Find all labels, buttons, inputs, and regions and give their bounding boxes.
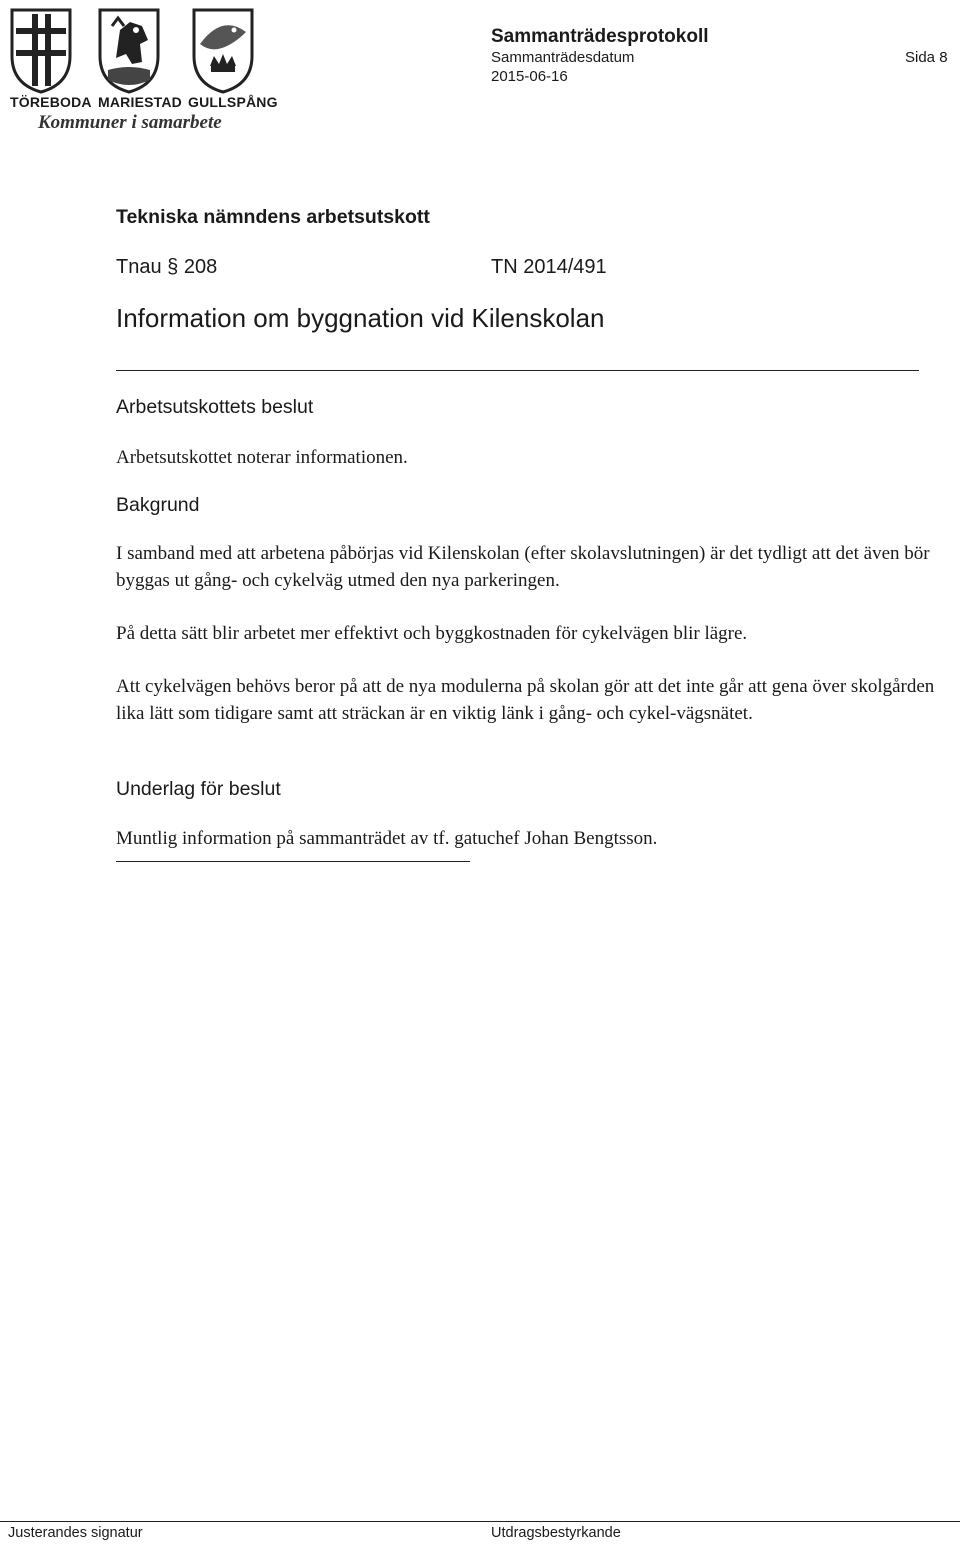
logo-tagline: Kommuner i samarbete: [38, 112, 222, 133]
meeting-date-label: Sammanträdesdatum: [491, 49, 635, 66]
coat-of-arms-icons: [8, 4, 264, 96]
municipality-name: GULLSPÅNG: [188, 94, 278, 110]
mariestad-coat-of-arms-icon: [100, 10, 158, 92]
page-number: Sida 8: [905, 49, 948, 66]
extract-certification-label: Utdragsbestyrkande: [491, 1525, 621, 1541]
decision-text: Arbetsutskottet noterar informationen.: [116, 447, 408, 468]
footer-divider: [0, 1521, 960, 1522]
committee-name: Tekniska nämndens arbetsutskott: [116, 206, 430, 228]
section-heading-basis: Underlag för beslut: [116, 778, 281, 800]
item-title: Information om byggnation vid Kilenskolan: [116, 303, 605, 333]
case-number: TN 2014/491: [491, 256, 607, 278]
toreboda-coat-of-arms-icon: [12, 10, 70, 92]
background-paragraph: I samband med att arbetena påbörjas vid Kilenskolan (efter skolavslutningen) är det tydligt att det även bör byggas ut gång- och cykelväg utmed den nya parkeringen.: [116, 543, 930, 591]
municipal-logos: [8, 4, 278, 134]
document-title: Sammanträdesprotokoll: [491, 26, 709, 47]
section-heading-background: Bakgrund: [116, 494, 200, 516]
divider: [116, 370, 919, 371]
gullspang-coat-of-arms-icon: [194, 10, 252, 92]
basis-text: Muntlig information på sammanträdet av tf. gatuchef Johan Bengtsson.: [116, 828, 658, 849]
divider: [116, 861, 470, 862]
background-paragraph: På detta sätt blir arbetet mer effektivt och byggkostnaden för cykelvägen blir lägre.: [116, 623, 748, 644]
municipality-name: TÖREBODA: [10, 94, 92, 110]
signature-label: Justerandes signatur: [8, 1525, 143, 1541]
background-paragraph: Att cykelvägen behövs beror på att de nya modulerna på skolan gör att det inte går att gena över skolgården lika lätt som tidigare samt att sträckan är en viktig länk i gång- och cykel-vägsnätet.: [116, 676, 935, 724]
municipality-name: MARIESTAD: [98, 94, 182, 110]
paragraph-reference: Tnau § 208: [116, 256, 218, 278]
section-heading-decision: Arbetsutskottets beslut: [116, 396, 314, 418]
meeting-date: 2015-06-16: [491, 68, 568, 85]
